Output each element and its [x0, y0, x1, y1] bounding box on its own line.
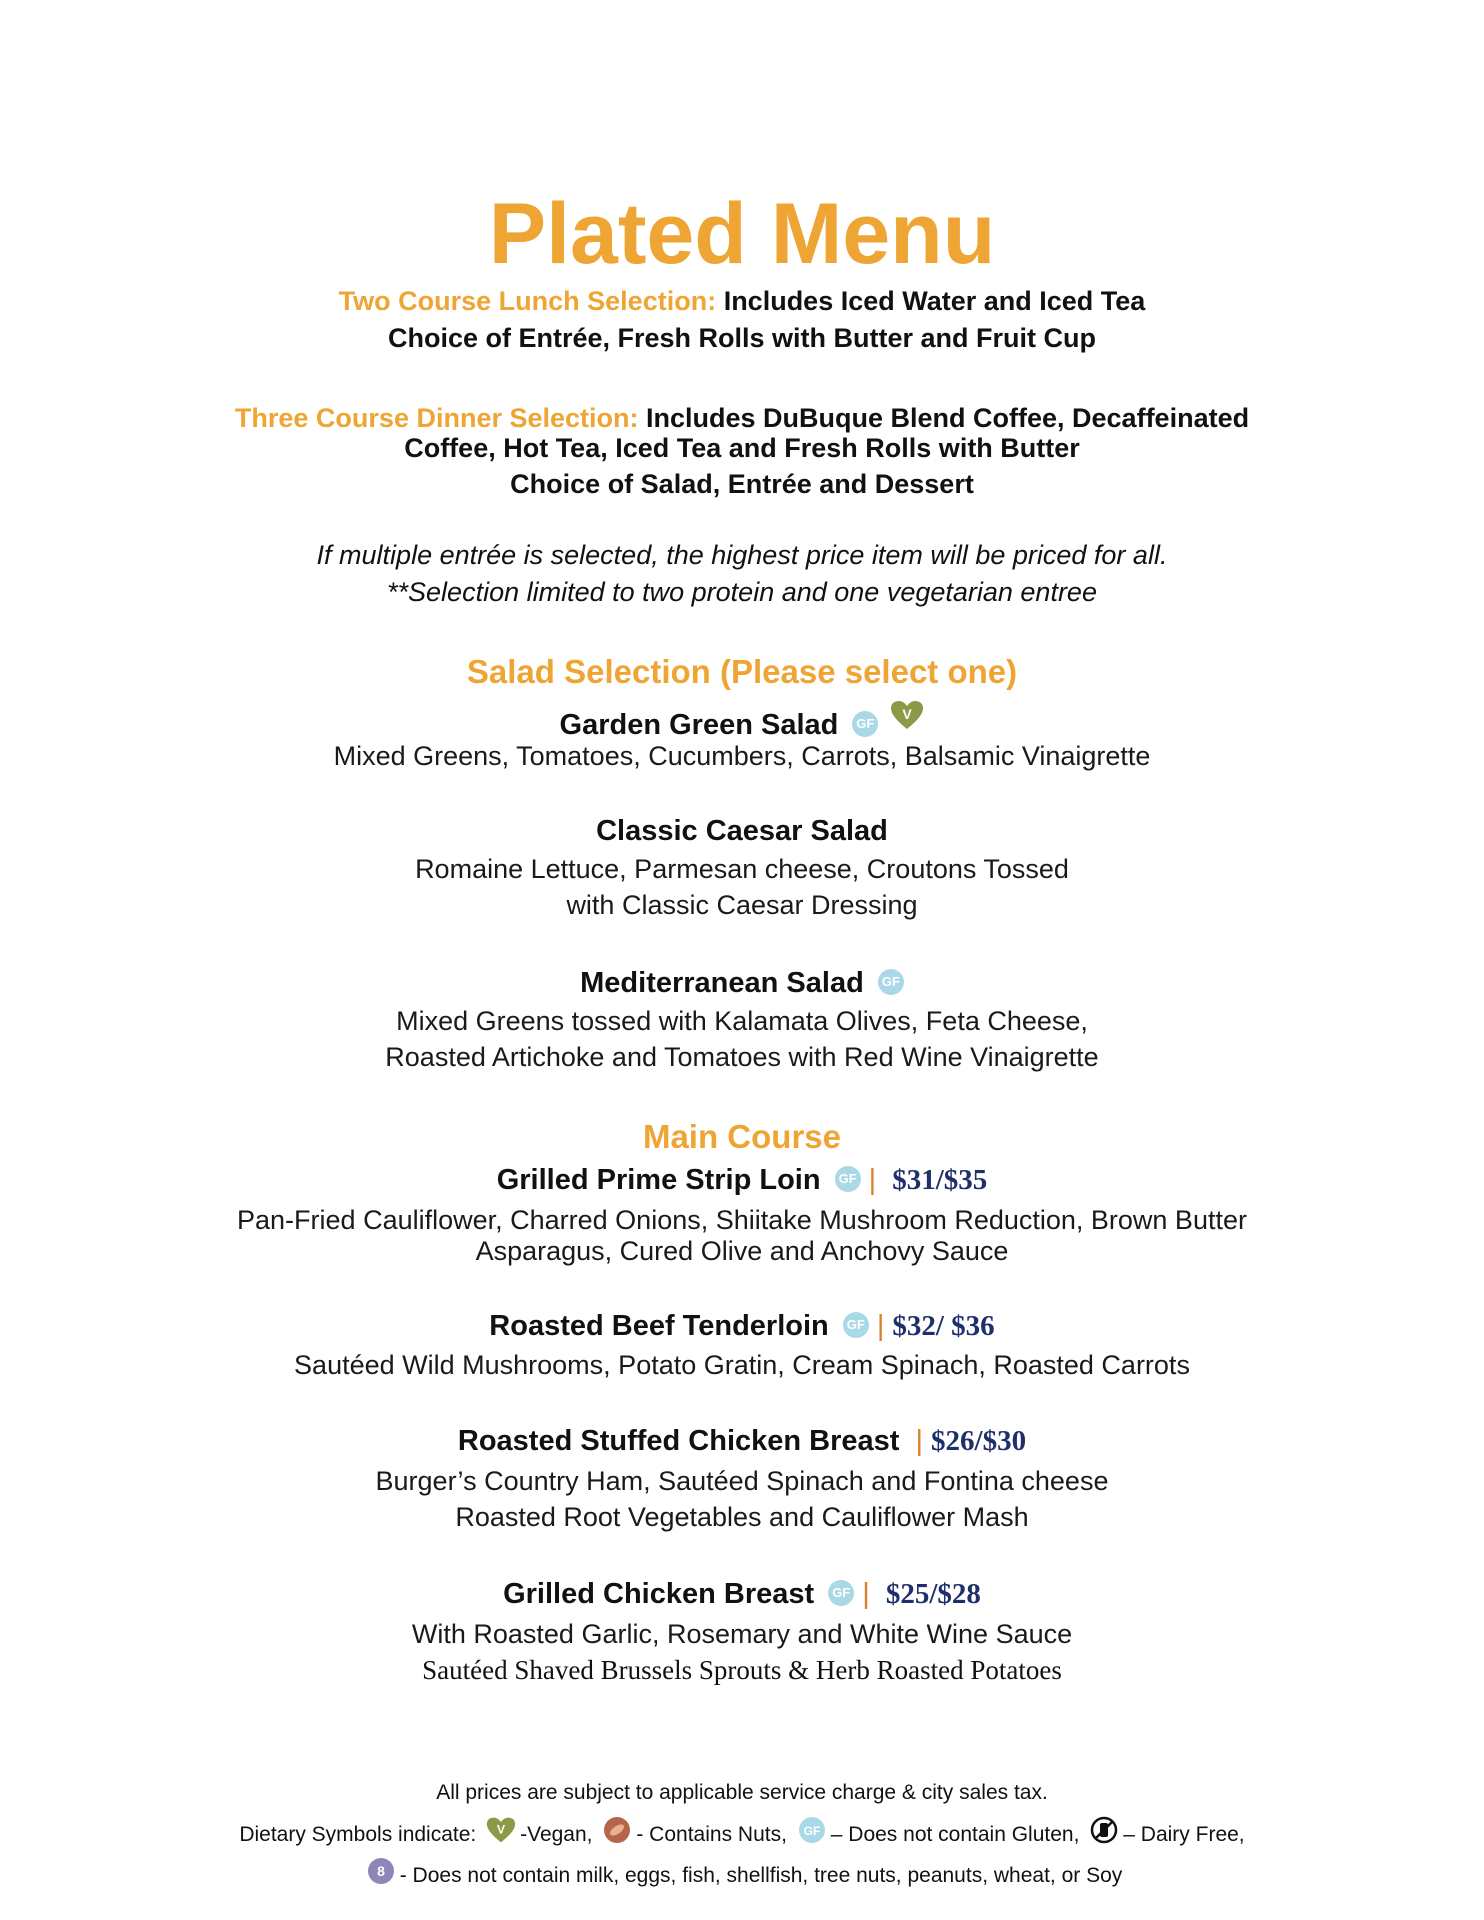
main-item-price: $31/$35	[892, 1164, 988, 1196]
main-item-price: $32/ $36	[892, 1310, 995, 1342]
dietary-legend	[0, 1815, 1484, 1849]
main-item-title	[0, 1576, 1484, 1612]
allergen-free-8-icon	[366, 1856, 396, 1886]
gluten-free-icon: GF	[828, 1580, 854, 1606]
salad-section-heading: Salad Selection (Please select one)	[466, 653, 1018, 690]
allergen-free-8-icon-text: 8	[376, 1863, 385, 1879]
salad-item-desc: Roasted Artichoke and Tomatoes with Red Wine Vinaigrette	[385, 1042, 1099, 1072]
gluten-free-icon-text: GF	[803, 1824, 821, 1838]
salad-item-title	[0, 965, 1484, 1001]
main-item-name: Grilled Prime Strip Loin	[496, 1164, 821, 1196]
gluten-free-icon: GF	[843, 1312, 869, 1338]
legend-gluten: – Does not contain Gluten,	[830, 1823, 1080, 1846]
salad-item-desc: with Classic Caesar Dressing	[566, 890, 918, 920]
salad-item-name: Garden Green Salad	[559, 709, 839, 741]
lunch-line-2: Choice of Entrée, Fresh Rolls with Butter and Fruit Cup	[387, 323, 1097, 353]
lunch-label: Two Course Lunch Selection:	[338, 286, 717, 316]
main-item-desc: Burger’s Country Ham, Sautéed Spinach and Fontina cheese	[375, 1466, 1109, 1496]
main-item-name: Grilled Chicken Breast	[503, 1578, 815, 1610]
vegan-icon	[890, 700, 924, 730]
legend-label: Dietary Symbols indicate:	[239, 1823, 477, 1846]
page-title: Plated Menu	[488, 186, 996, 282]
salad-item-title	[0, 813, 1484, 849]
legend-vegan: -Vegan,	[520, 1823, 593, 1846]
main-item-title	[0, 1308, 1484, 1344]
main-item-price: $25/$28	[885, 1578, 981, 1610]
main-item-title	[0, 1423, 1484, 1459]
gluten-free-icon	[797, 1815, 827, 1845]
separator: |	[862, 1578, 870, 1610]
gluten-free-icon: GF	[878, 969, 904, 995]
main-item-title	[0, 1162, 1484, 1198]
note-line-1: If multiple entrée is selected, the highest price item will be priced for all.	[316, 540, 1168, 570]
dairy-free-icon	[1089, 1815, 1119, 1845]
vegan-icon-letter: V	[496, 1822, 506, 1837]
gluten-free-icon: GF	[835, 1166, 861, 1192]
nuts-icon	[602, 1815, 632, 1845]
gluten-free-icon: GF	[852, 711, 878, 737]
dinner-text: Includes DuBuque Blend Coffee, Decaffeinated	[638, 403, 1250, 433]
salad-item-desc: Romaine Lettuce, Parmesan cheese, Croutons Tossed	[415, 854, 1069, 884]
tax-note: All prices are subject to applicable service charge & city sales tax.	[436, 1781, 1048, 1804]
salad-item-desc: Mixed Greens, Tomatoes, Cucumbers, Carrots, Balsamic Vinaigrette	[333, 741, 1151, 771]
legend-dairy: – Dairy Free,	[1123, 1823, 1245, 1846]
vegan-icon-letter: V	[902, 706, 913, 722]
main-item-desc: Sautéed Wild Mushrooms, Potato Gratin, Cream Spinach, Roasted Carrots	[294, 1350, 1190, 1380]
salad-item-desc: Mixed Greens tossed with Kalamata Olives, Feta Cheese,	[396, 1006, 1088, 1036]
main-item-name: Roasted Beef Tenderloin	[489, 1310, 829, 1342]
main-item-desc: Asparagus, Cured Olive and Anchovy Sauce	[475, 1236, 1009, 1266]
main-item-price: $26/$30	[931, 1425, 1027, 1457]
lunch-line	[0, 284, 1484, 318]
note-line-2: **Selection limited to two protein and one vegetarian entree	[387, 577, 1097, 607]
legend-nuts: - Contains Nuts,	[636, 1823, 787, 1846]
main-section-heading: Main Course	[642, 1118, 842, 1155]
dinner-line-2: Coffee, Hot Tea, Iced Tea and Fresh Rolls with Butter	[404, 433, 1080, 463]
dinner-line-3: Choice of Salad, Entrée and Dessert	[510, 469, 974, 499]
salad-item-name: Mediterranean Salad	[580, 967, 864, 999]
dinner-line	[0, 401, 1484, 435]
separator: |	[876, 1310, 885, 1342]
separator: |	[868, 1164, 877, 1196]
salad-item-name: Classic Caesar Salad	[596, 815, 888, 847]
separator: |	[915, 1425, 924, 1457]
allergen-legend	[0, 1856, 1484, 1890]
main-item-desc: Roasted Root Vegetables and Cauliflower Mash	[455, 1502, 1029, 1532]
lunch-text: Includes Iced Water and Iced Tea	[716, 286, 1146, 316]
main-item-name: Roasted Stuffed Chicken Breast	[457, 1425, 900, 1457]
main-item-desc: Sautéed Shaved Brussels Sprouts & Herb Roasted Potatoes	[422, 1655, 1062, 1685]
vegan-icon	[486, 1815, 516, 1845]
dinner-label: Three Course Dinner Selection:	[234, 403, 639, 433]
main-item-desc: Pan-Fried Cauliflower, Charred Onions, Shiitake Mushroom Reduction, Brown Butter	[237, 1205, 1247, 1235]
legend-allergens: - Does not contain milk, eggs, fish, shellfish, tree nuts, peanuts, wheat, or Soy	[399, 1864, 1123, 1887]
salad-item-title	[0, 700, 1484, 743]
main-item-desc: With Roasted Garlic, Rosemary and White Wine Sauce	[411, 1619, 1073, 1649]
